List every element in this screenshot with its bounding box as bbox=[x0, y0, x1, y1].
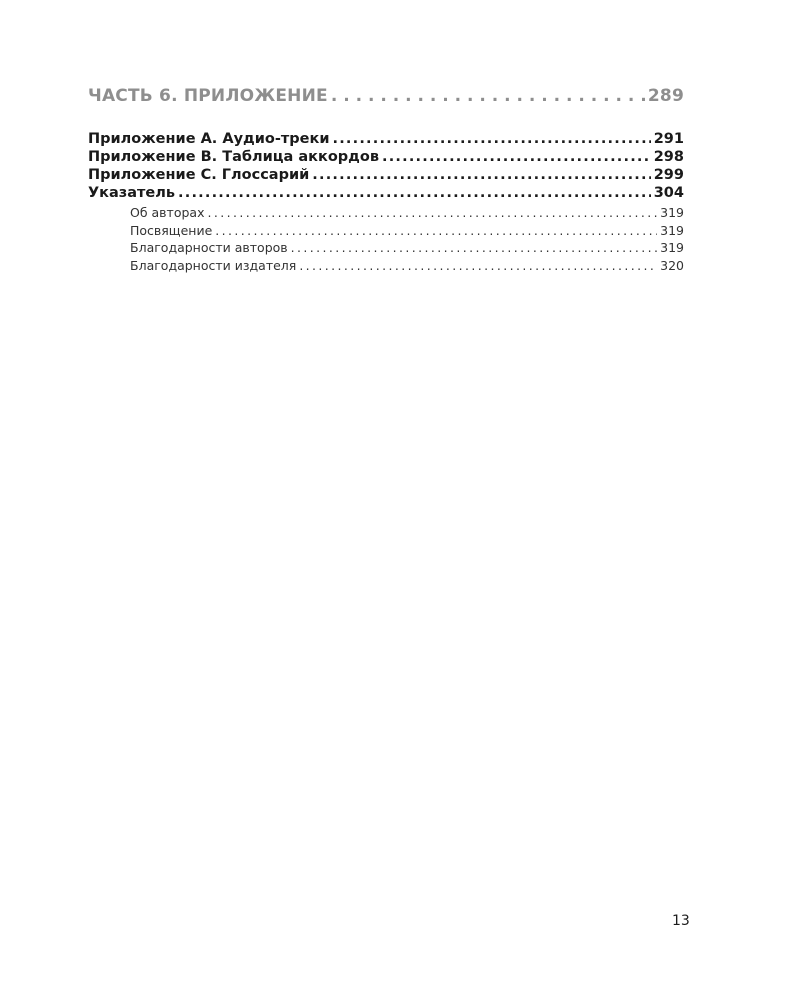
toc-subsection-publisher-acknowledgements[interactable] bbox=[88, 257, 684, 275]
chapter-page: 304 bbox=[653, 185, 684, 201]
toc-subsection-about-authors[interactable] bbox=[88, 204, 684, 222]
chapter-title: Приложение С. Глоссарий bbox=[88, 167, 310, 183]
subsection-title: Посвящение bbox=[130, 222, 213, 238]
toc-chapter-appendix-a[interactable] bbox=[88, 130, 684, 148]
chapter-page: 299 bbox=[653, 167, 684, 183]
toc-chapter-appendix-c[interactable] bbox=[88, 166, 684, 184]
part-title: ЧАСТЬ 6. ПРИЛОЖЕНИЕ bbox=[88, 86, 328, 106]
dot-leader bbox=[178, 184, 651, 202]
subsection-title: Благодарности издателя bbox=[130, 257, 297, 273]
page-number: 13 bbox=[672, 913, 690, 929]
chapter-title: Приложение В. Таблица аккордов bbox=[88, 149, 380, 165]
toc-chapter-appendix-b[interactable] bbox=[88, 148, 684, 166]
toc-subsection-author-acknowledgements[interactable] bbox=[88, 239, 684, 257]
subsection-page: 319 bbox=[660, 205, 684, 220]
toc-subsection-dedication[interactable] bbox=[88, 222, 684, 240]
subsection-title: Благодарности авторов bbox=[130, 240, 288, 255]
dot-leader bbox=[207, 204, 657, 222]
chapter-title: Приложение А. Аудио-треки bbox=[88, 131, 330, 147]
toc-part-entry[interactable] bbox=[88, 86, 684, 106]
toc-chapter-index[interactable] bbox=[88, 184, 684, 202]
dot-leader bbox=[331, 86, 645, 106]
dot-leader bbox=[299, 257, 657, 275]
dot-leader bbox=[312, 166, 650, 184]
chapter-title: Указатель bbox=[88, 185, 176, 201]
subsection-page: 319 bbox=[660, 240, 684, 255]
subsection-page: 319 bbox=[660, 222, 684, 238]
part-page: 289 bbox=[647, 86, 684, 106]
subsection-page: 320 bbox=[660, 257, 684, 273]
dot-leader bbox=[382, 148, 651, 166]
chapter-page: 291 bbox=[653, 131, 684, 147]
dot-leader bbox=[333, 130, 651, 148]
subsection-title: Об авторах bbox=[130, 205, 205, 220]
dot-leader bbox=[215, 222, 657, 240]
toc-subsections bbox=[88, 204, 684, 274]
dot-leader bbox=[291, 239, 657, 257]
table-of-contents bbox=[88, 86, 684, 274]
chapter-page: 298 bbox=[653, 149, 684, 165]
